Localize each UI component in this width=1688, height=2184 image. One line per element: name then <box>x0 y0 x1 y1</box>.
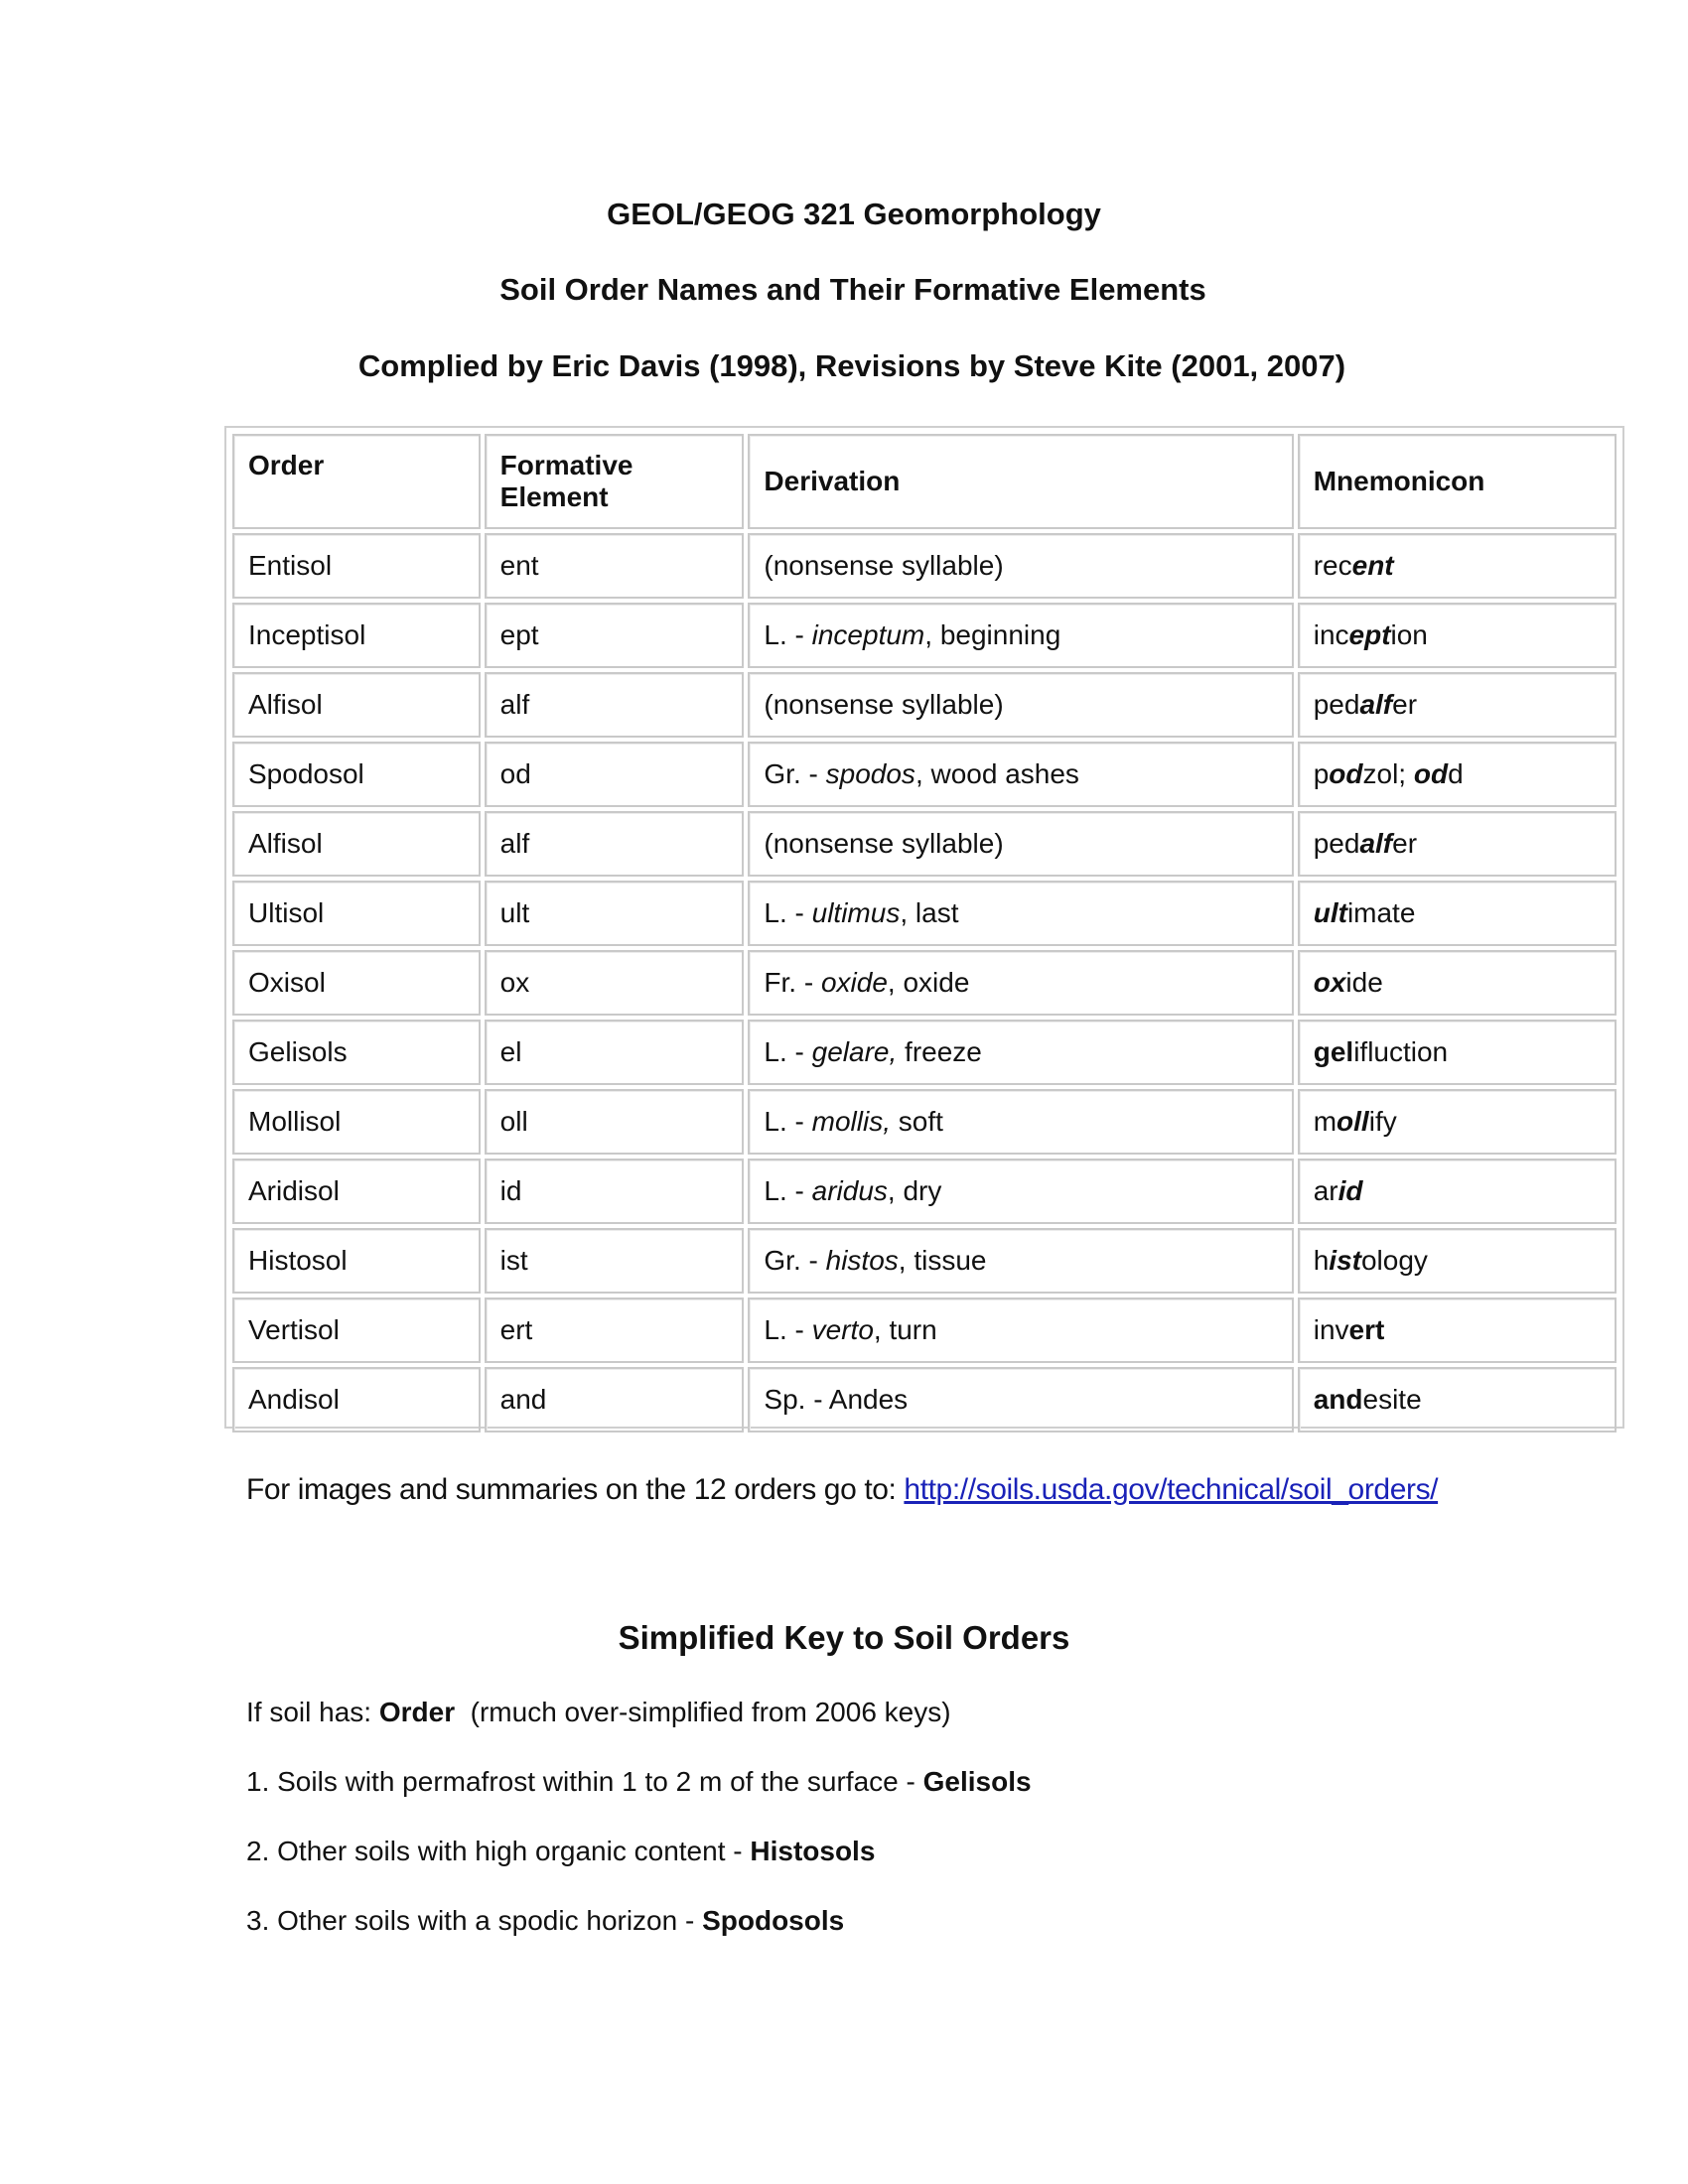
derivation-root-word: spodos <box>825 758 915 789</box>
derivation-prefix: (nonsense syllable) <box>764 689 1004 720</box>
derivation-prefix: Gr. - <box>764 758 826 789</box>
derivation-cell <box>748 1228 1293 1294</box>
key-item-text: 3. Other soils with a spodic horizon - <box>246 1905 703 1936</box>
derivation-cell <box>748 1020 1293 1085</box>
mnemonic-suffix: er <box>1392 689 1418 720</box>
formative-element-cell: and <box>485 1367 745 1433</box>
derivation-meaning: , tissue <box>898 1245 987 1276</box>
formative-element-cell: ert <box>485 1297 745 1363</box>
mnemonic-suffix: d <box>1448 758 1464 789</box>
formative-element-cell: ept <box>485 603 745 668</box>
mnemonic-prefix: p <box>1313 758 1330 789</box>
table-row <box>232 1367 1617 1433</box>
mnemonic-formative: ult <box>1313 897 1347 928</box>
key-item-order: Gelisols <box>922 1766 1032 1797</box>
order-cell: Inceptisol <box>232 603 481 668</box>
mnemonic-formative: id <box>1337 1175 1363 1206</box>
formative-element-cell: ist <box>485 1228 745 1294</box>
mnemonic-suffix: esite <box>1362 1384 1422 1415</box>
order-cell: Vertisol <box>232 1297 481 1363</box>
table-header-row <box>232 434 1617 529</box>
link-line <box>246 1473 1438 1507</box>
derivation-meaning: , wood ashes <box>914 758 1079 789</box>
table-row <box>232 1089 1617 1155</box>
mnemonic-cell <box>1298 881 1617 946</box>
derivation-cell <box>748 881 1293 946</box>
mnemonic-formative: alf <box>1359 689 1393 720</box>
mnemonic-prefix: rec <box>1313 550 1352 581</box>
order-cell: Aridisol <box>232 1159 481 1224</box>
table-body <box>232 533 1617 1433</box>
header-derivation: Derivation <box>748 434 1293 529</box>
table-row <box>232 1159 1617 1224</box>
derivation-meaning: , dry <box>887 1175 942 1206</box>
formative-element-cell: oll <box>485 1089 745 1155</box>
mnemonic-suffix: ide <box>1345 967 1383 998</box>
order-cell: Alfisol <box>232 672 481 738</box>
mnemonic-formative: od <box>1329 758 1363 789</box>
derivation-root-word: mollis, <box>811 1106 891 1137</box>
derivation-cell <box>748 742 1293 807</box>
table-row <box>232 881 1617 946</box>
header-formative-element: Formative Element <box>485 434 745 529</box>
derivation-cell <box>748 533 1293 599</box>
mnemonic-formative: od <box>1413 758 1449 789</box>
derivation-root-word: gelare, <box>811 1036 898 1067</box>
key-item-text: 1. Soils with permafrost within 1 to 2 m of the surface - <box>246 1766 923 1797</box>
mnemonic-cell <box>1298 1297 1617 1363</box>
formative-element-cell: ent <box>485 533 745 599</box>
derivation-prefix: Sp. - Andes <box>764 1384 909 1415</box>
derivation-prefix: (nonsense syllable) <box>764 828 1004 859</box>
mnemonic-cell <box>1298 1367 1617 1433</box>
mnemonic-formative: alf <box>1359 828 1393 859</box>
mnemonic-prefix: ped <box>1313 828 1360 859</box>
derivation-meaning: , oxide <box>887 967 970 998</box>
order-cell: Ultisol <box>232 881 481 946</box>
derivation-prefix: Gr. - <box>764 1245 826 1276</box>
document-title: Soil Order Names and Their Formative Elements <box>499 272 1206 307</box>
mnemonic-cell <box>1298 1089 1617 1155</box>
derivation-meaning: soft <box>890 1106 943 1137</box>
derivation-prefix: L. - <box>764 897 812 928</box>
table-row <box>232 533 1617 599</box>
mnemonic-suffix: ology <box>1360 1245 1428 1276</box>
derivation-cell <box>748 1089 1293 1155</box>
mnemonic-cell <box>1298 811 1617 877</box>
mnemonic-cell <box>1298 950 1617 1016</box>
formative-element-cell: alf <box>485 811 745 877</box>
mnemonic-formative: and <box>1313 1384 1363 1415</box>
formative-element-cell: od <box>485 742 745 807</box>
table-row <box>232 1228 1617 1294</box>
key-item-order: Histosols <box>750 1836 876 1866</box>
derivation-prefix: L. - <box>764 1036 812 1067</box>
mnemonic-prefix: m <box>1313 1106 1337 1137</box>
key-intro <box>246 1696 951 1729</box>
table-row <box>232 1297 1617 1363</box>
mnemonic-suffix: ifluction <box>1353 1036 1449 1067</box>
derivation-root-word: oxide <box>820 967 888 998</box>
derivation-root-word: ultimus <box>811 897 901 928</box>
order-cell: Gelisols <box>232 1020 481 1085</box>
key-intro-order: Order <box>378 1697 456 1727</box>
table-row <box>232 603 1617 668</box>
derivation-prefix: L. - <box>764 1106 812 1137</box>
mnemonic-cell <box>1298 1020 1617 1085</box>
header-mnemonic: Mnemonicon <box>1298 434 1617 529</box>
order-cell: Histosol <box>232 1228 481 1294</box>
link-line-text: For images and summaries on the 12 orders go to: <box>246 1473 905 1506</box>
key-item <box>246 1835 875 1868</box>
key-item <box>246 1904 844 1938</box>
derivation-prefix: L. - <box>764 1314 812 1345</box>
formative-element-cell: alf <box>485 672 745 738</box>
mnemonic-formative: oll <box>1336 1106 1369 1137</box>
derivation-cell <box>748 1367 1293 1433</box>
soil-order-table <box>228 430 1620 1436</box>
mnemonic-formative: ept <box>1348 619 1391 650</box>
soil-orders-link[interactable]: http://soils.usda.gov/technical/soil_orders/ <box>904 1473 1439 1506</box>
derivation-prefix: L. - <box>764 619 812 650</box>
derivation-meaning: freeze <box>897 1036 982 1067</box>
table-row <box>232 672 1617 738</box>
derivation-prefix: Fr. - <box>764 967 821 998</box>
derivation-cell <box>748 950 1293 1016</box>
mnemonic-prefix: inv <box>1313 1314 1349 1345</box>
mnemonic-suffix: ify <box>1368 1106 1397 1137</box>
mnemonic-cell <box>1298 672 1617 738</box>
mnemonic-suffix: zol; <box>1362 758 1414 789</box>
mnemonic-suffix: ion <box>1390 619 1428 650</box>
derivation-cell <box>748 603 1293 668</box>
order-cell: Mollisol <box>232 1089 481 1155</box>
credits-line: Complied by Eric Davis (1998), Revisions by Steve Kite (2001, 2007) <box>357 348 1346 383</box>
derivation-meaning: , turn <box>873 1314 937 1345</box>
key-item-order: Spodosols <box>702 1905 845 1936</box>
derivation-prefix: (nonsense syllable) <box>764 550 1004 581</box>
mnemonic-prefix: h <box>1313 1245 1330 1276</box>
key-title: Simplified Key to Soil Orders <box>618 1619 1070 1656</box>
order-cell: Spodosol <box>232 742 481 807</box>
derivation-root-word: verto <box>811 1314 874 1345</box>
mnemonic-formative: ox <box>1313 967 1346 998</box>
derivation-root-word: aridus <box>811 1175 888 1206</box>
table-row <box>232 742 1617 807</box>
key-item-text: 2. Other soils with high organic content - <box>246 1836 751 1866</box>
mnemonic-cell <box>1298 1159 1617 1224</box>
table-row <box>232 811 1617 877</box>
formative-element-cell: ult <box>485 881 745 946</box>
order-cell: Andisol <box>232 1367 481 1433</box>
mnemonic-prefix: inc <box>1313 619 1349 650</box>
key-intro-text: If soil has: <box>246 1697 379 1727</box>
mnemonic-formative: gel <box>1313 1036 1354 1067</box>
formative-element-cell: ox <box>485 950 745 1016</box>
table-row <box>232 950 1617 1016</box>
mnemonic-cell <box>1298 742 1617 807</box>
mnemonic-formative: ent <box>1351 550 1394 581</box>
formative-element-cell: id <box>485 1159 745 1224</box>
formative-element-cell: el <box>485 1020 745 1085</box>
derivation-cell <box>748 1159 1293 1224</box>
mnemonic-formative: ert <box>1348 1314 1385 1345</box>
order-cell: Alfisol <box>232 811 481 877</box>
key-item <box>246 1765 1032 1799</box>
mnemonic-formative: ist <box>1329 1245 1361 1276</box>
mnemonic-cell <box>1298 1228 1617 1294</box>
soil-order-table-frame <box>224 426 1624 1429</box>
derivation-meaning: , last <box>900 897 959 928</box>
table-row <box>232 1020 1617 1085</box>
course-title: GEOL/GEOG 321 Geomorphology <box>607 197 1101 231</box>
derivation-cell <box>748 672 1293 738</box>
mnemonic-prefix: ped <box>1313 689 1360 720</box>
order-cell: Entisol <box>232 533 481 599</box>
derivation-prefix: L. - <box>764 1175 812 1206</box>
mnemonic-suffix: er <box>1392 828 1418 859</box>
derivation-cell <box>748 1297 1293 1363</box>
mnemonic-prefix: ar <box>1313 1175 1338 1206</box>
header-order: Order <box>232 434 481 529</box>
order-cell: Oxisol <box>232 950 481 1016</box>
key-intro-note: (rmuch over-simplified from 2006 keys) <box>455 1697 951 1727</box>
derivation-root-word: inceptum <box>811 619 925 650</box>
mnemonic-suffix: imate <box>1346 897 1416 928</box>
derivation-cell <box>748 811 1293 877</box>
derivation-root-word: histos <box>825 1245 899 1276</box>
mnemonic-cell <box>1298 533 1617 599</box>
mnemonic-cell <box>1298 603 1617 668</box>
derivation-meaning: , beginning <box>924 619 1061 650</box>
